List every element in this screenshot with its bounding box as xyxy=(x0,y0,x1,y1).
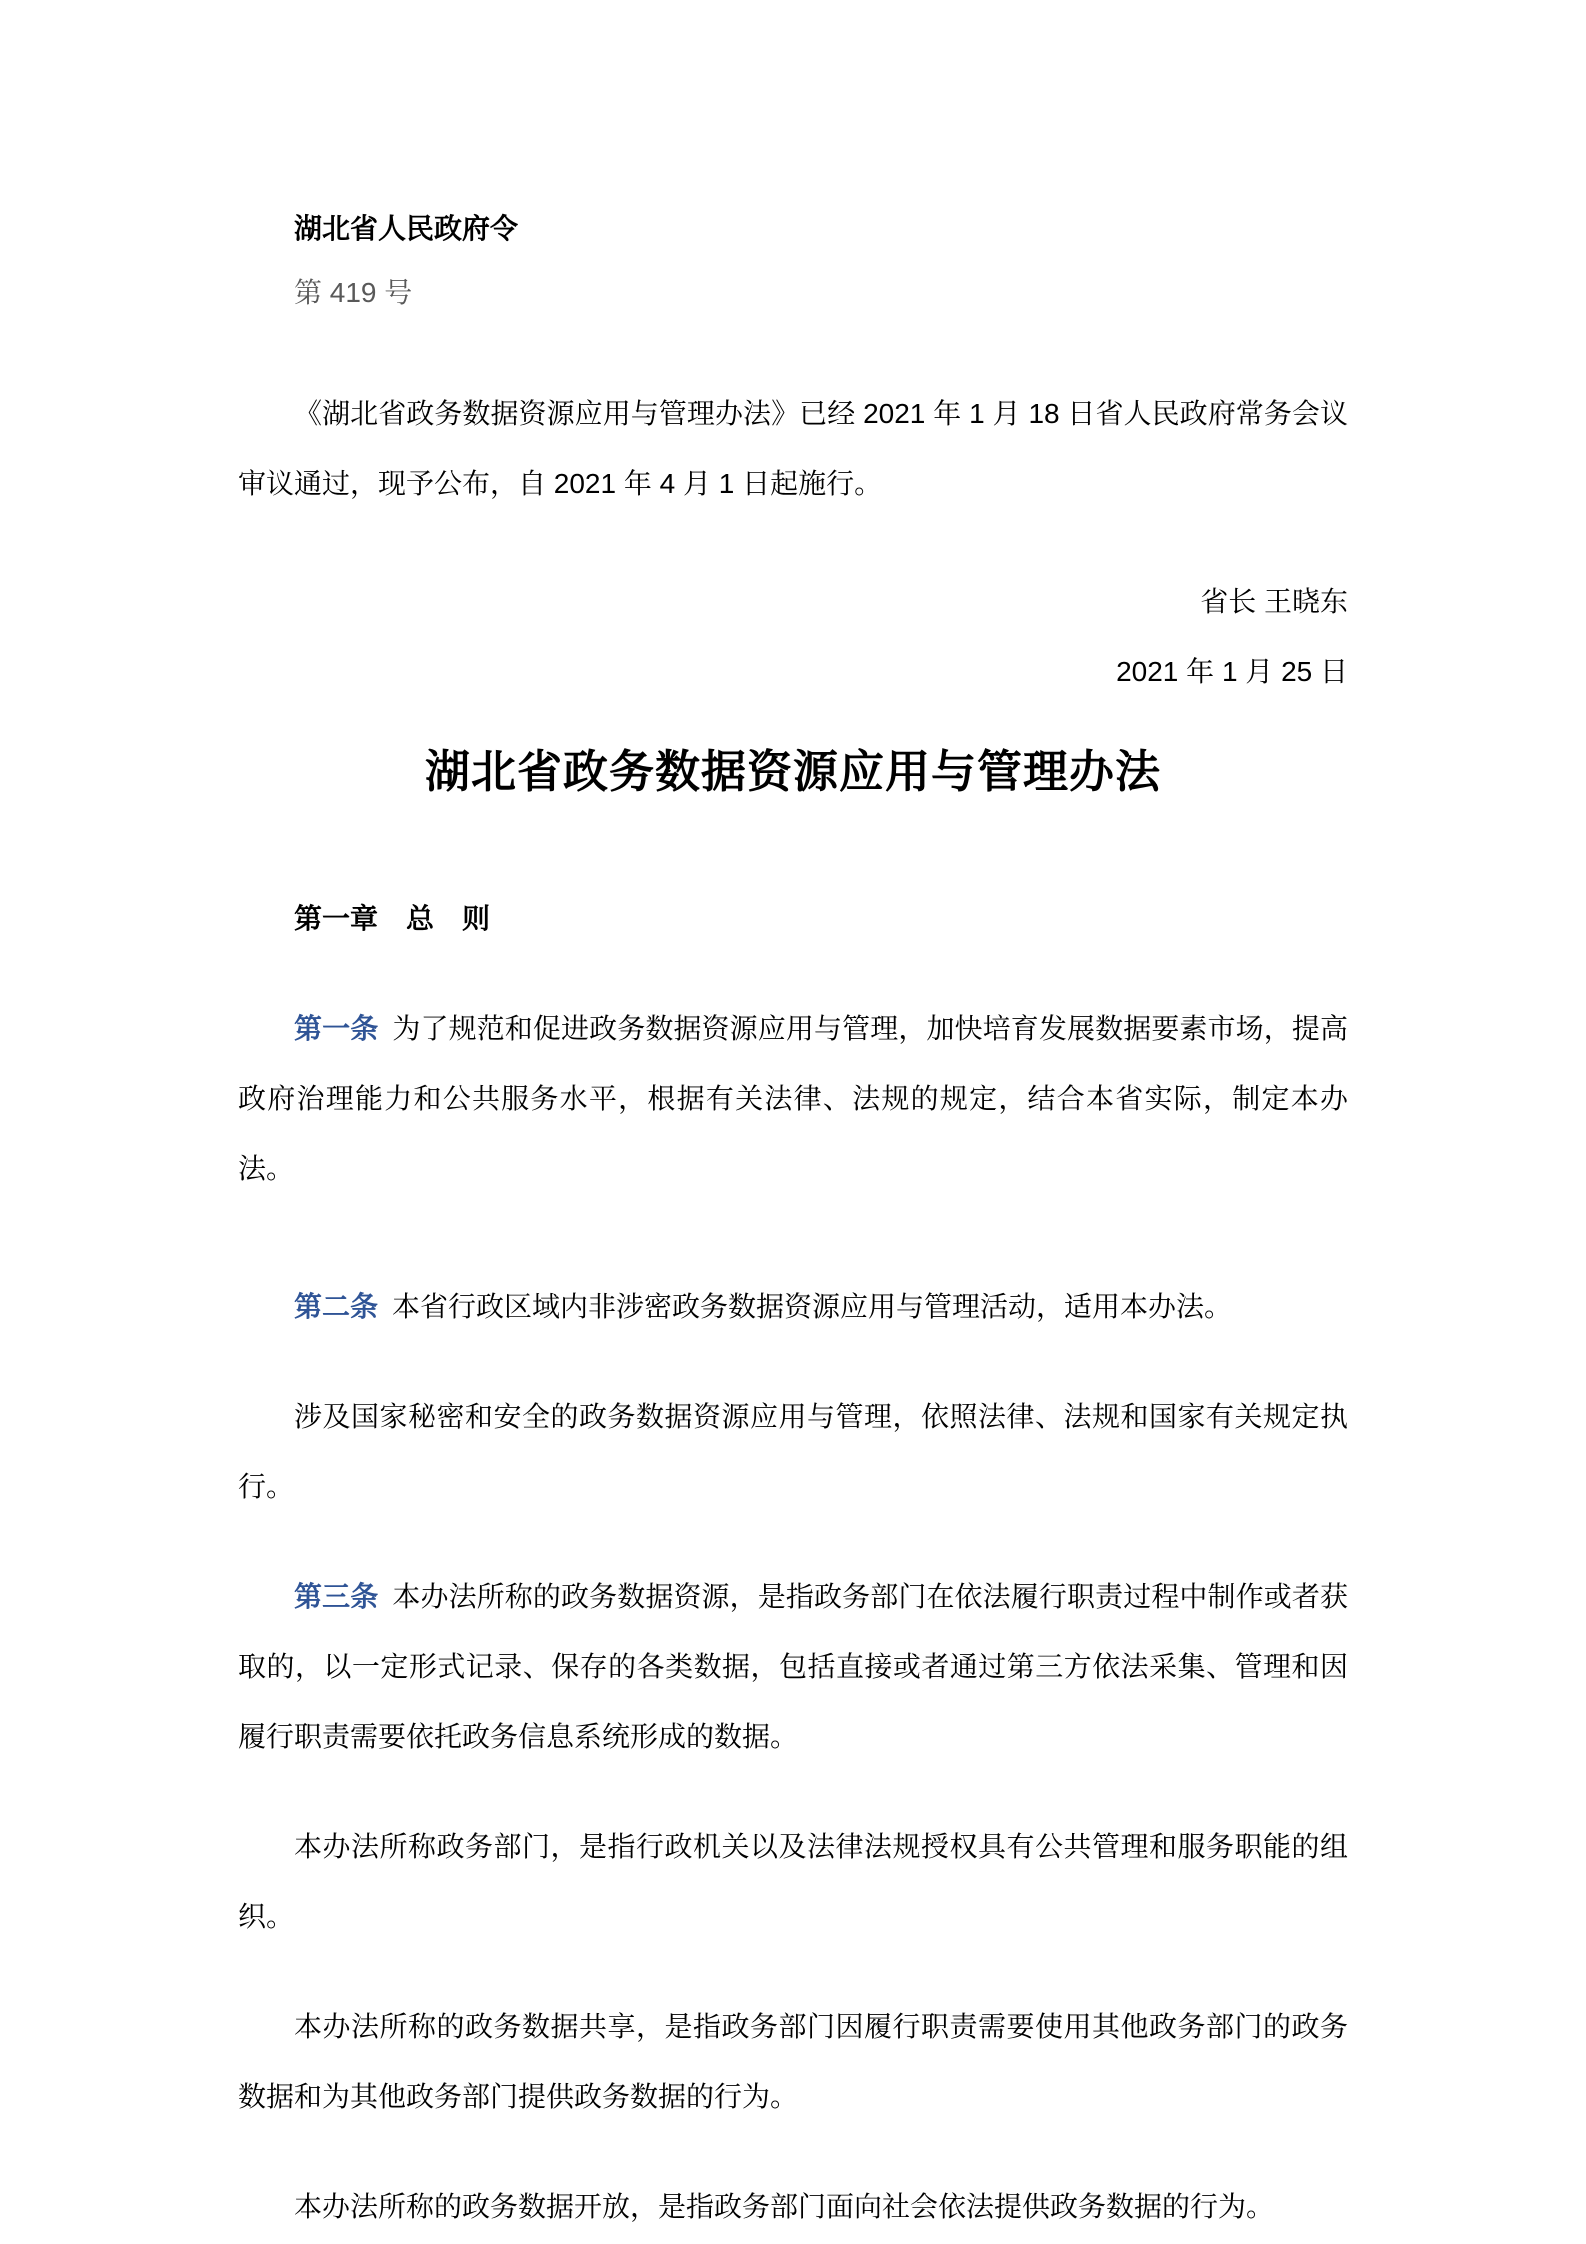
article-3-text: 本办法所称的政务数据资源，是指政务部门在依法履行职责过程中制作或者获取的，以一定形式记录、保存的各类数据，包括直接或者通过第三方依法采集、管理和因履行职责需要依托政务信息系统形成的数据。 xyxy=(238,1581,1348,1752)
article-3-definition-sharing-paragraph: 本办法所称的政务数据共享，是指政务部门因履行职责需要使用其他政务部门的政务数据和为其他政务部门提供政务数据的行为。 xyxy=(238,2011,1348,2112)
chapter-heading: 第一章 总 则 xyxy=(294,903,491,934)
article-1-text: 为了规范和促进政务数据资源应用与管理，加快培育发展数据要素市场，提高政府治理能力和公共服务水平，根据有关法律、法规的规定，结合本省实际，制定本办法。 xyxy=(238,1013,1348,1184)
article-3-paragraph xyxy=(238,1562,1348,1772)
article-2-continuation-paragraph: 涉及国家秘密和安全的政务数据资源应用与管理，依照法律、法规和国家有关规定执行。 xyxy=(238,1401,1348,1502)
signer-line: 省长 王晓东 xyxy=(1200,586,1348,617)
article-1-label: 第一条 xyxy=(294,1013,379,1044)
article-3-label: 第三条 xyxy=(294,1581,379,1612)
government-order-heading: 湖北省人民政府令 xyxy=(294,213,519,244)
article-3-definition-departments-paragraph: 本办法所称政务部门，是指行政机关以及法律法规授权具有公共管理和服务职能的组织。 xyxy=(238,1831,1348,1932)
article-2-label: 第二条 xyxy=(294,1291,379,1322)
article-1-paragraph xyxy=(238,994,1348,1204)
article-2-paragraph xyxy=(238,1272,1348,1342)
article-2-text: 本省行政区域内非涉密政务数据资源应用与管理活动，适用本办法。 xyxy=(392,1291,1233,1322)
signature-block xyxy=(238,567,1348,707)
article-3-definition-open-data-paragraph: 本办法所称的政务数据开放，是指政务部门面向社会依法提供政务数据的行为。 xyxy=(294,2191,1275,2222)
document-title: 湖北省政务数据资源应用与管理办法 xyxy=(424,746,1161,797)
signature-date-line: 2021 年 1 月 25 日 xyxy=(1116,656,1348,687)
preamble-paragraph: 《湖北省政务数据资源应用与管理办法》已经 2021 年 1 月 18 日省人民政府常务会议审议通过，现予公布，自 2021 年 4 月 1 日起施行。 xyxy=(238,398,1348,499)
order-number: 第 419 号 xyxy=(294,277,413,308)
